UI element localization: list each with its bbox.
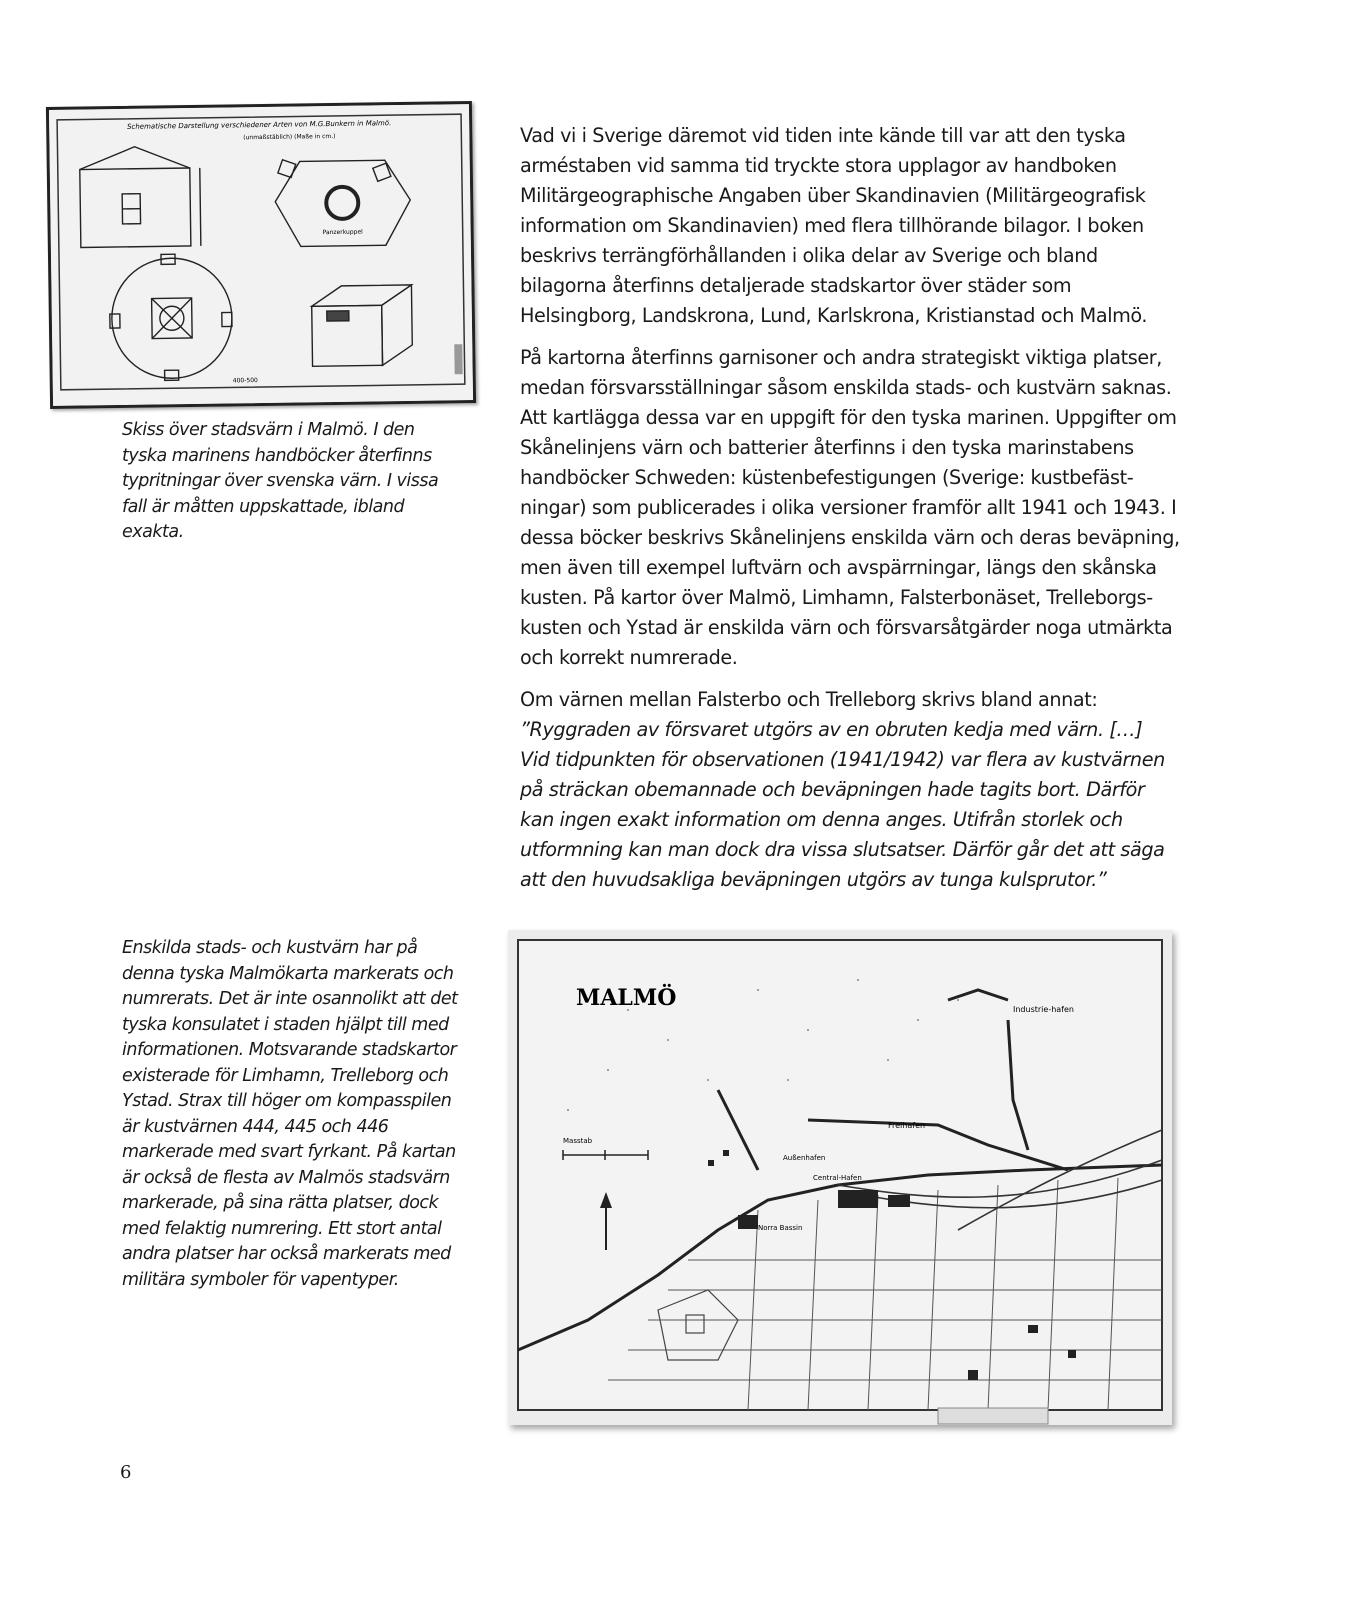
body-paragraph-2: På kartorna återfinns garnisoner och andra strategiskt viktiga platser, medan försvarsställningar såsom enskilda stads- och kustvärn saknas. Att kartlägga dessa var en uppgift för den tyska marinen. Uppgifter om Skånelinjens värn och batterier återfinns i den tyska marinstabens handböcker Schweden: küstenbefestigungen (Sverige: kustbefästningar) som publicerades i olika versioner framför allt 1941 och 1943. I dessa böcker beskrivs Skånelinjens enskilda värn och deras beväpning, men även till exempel luftvärn och avspärrningar, längs den skånska kusten. På kartor över Malmö, Limhamn, Falsterbonäset, Trelleborgskusten och Ystad är enskilda värn och försvarsåtgärder noga utmärkta och korrekt numrerade. <box>520 346 1180 669</box>
quote-intro: Om värnen mellan Falsterbo och Trelleborg skrivs bland annat: <box>520 688 1098 711</box>
label-industriehafen: Industrie-hafen <box>1013 1005 1074 1014</box>
schematic-subtitle: (unmaßstäblich) (Maße in cm.) <box>243 132 336 142</box>
top-figure-caption: Skiss över stadsvärn i Malmö. I den tyska marinens handböcker återfinns typritningar över svenska värn. I vissa fall är måtten uppskattade, ibland exakta. <box>122 420 439 542</box>
label-norra-bassin: Norra Bassin <box>758 1224 803 1232</box>
bunker-schematic-figure <box>46 101 476 409</box>
quote-line-1: ”Ryggraden av försvaret utgörs av en obruten kedja med värn. […] <box>520 718 1143 741</box>
schematic-title: Schematische Darstellung verschiedener Arten von M.G.Bunkern in Malmö. <box>127 119 392 131</box>
body-paragraph-1: Vad vi i Sverige däremot vid tiden inte kände till var att den tyska arméstaben vid samma tid tryckte stora upplagor av handboken Militärgeographische Angaben über Skandinavien (Militärgeografisk information om Skandinavien) med flera tillhörande bilagor. I boken beskrivs terrängförhållanden i olika delar av Sverige och bland bilagorna återfinns detaljerade stadskartor över städer som Helsingborg, Landskrona, Lund, Karlskrona, Kristianstad och Malmö. <box>520 124 1148 327</box>
bunker-schematic-drawing <box>49 104 473 406</box>
map-caption: Enskilda stads- och kustvärn har på denna tyska Malmökarta markerats och numrerats. Det är inte osannolikt att det tyska konsulatet i staden hjälpt till med informationen. Motsvarande stadskartor existerade för Limhamn, Trelleborg och Ystad. Strax till höger om kompasspilen är kustvärnen 444, 445 och 446 markerade med svart fyrkant. På kartan är också de flesta av Malmös stadsvärn markerade, på sina rätta platser, dock med felaktig numrering. Ett stort antal andra platser har också markerats med militära symboler för vapentyper. <box>122 938 458 1290</box>
label-panzerkuppel: Panzerkuppel <box>322 228 363 237</box>
label-centralhafen: Central-Hafen <box>813 1174 862 1182</box>
page-number: 6 <box>120 1462 132 1483</box>
label-400-500: 400-500 <box>232 377 258 385</box>
label-massstab: Masstab <box>563 1137 593 1145</box>
malmo-map-figure <box>508 930 1172 1425</box>
label-aussenhafen: Außenhafen <box>783 1154 826 1162</box>
main-body-text <box>520 121 1180 907</box>
malmo-map-drawing <box>508 930 1172 1425</box>
map-title: MALMÖ <box>576 985 677 1011</box>
quote-rest: Vid tidpunkten för observationen (1941/1942) var flera av kustvärnen på sträckan obemannade och beväpningen hade tagits bort. Därför kan ingen exakt information om denna anges. Utifrån storlek och utformning kan man dock dra vissa slutsatser. Därför går det att säga att den huvudsakliga beväpningen utgörs av tunga kulsprutor.” <box>520 748 1165 891</box>
body-paragraph-3 <box>520 685 1180 895</box>
label-freihafen: Freihafen <box>888 1121 926 1130</box>
